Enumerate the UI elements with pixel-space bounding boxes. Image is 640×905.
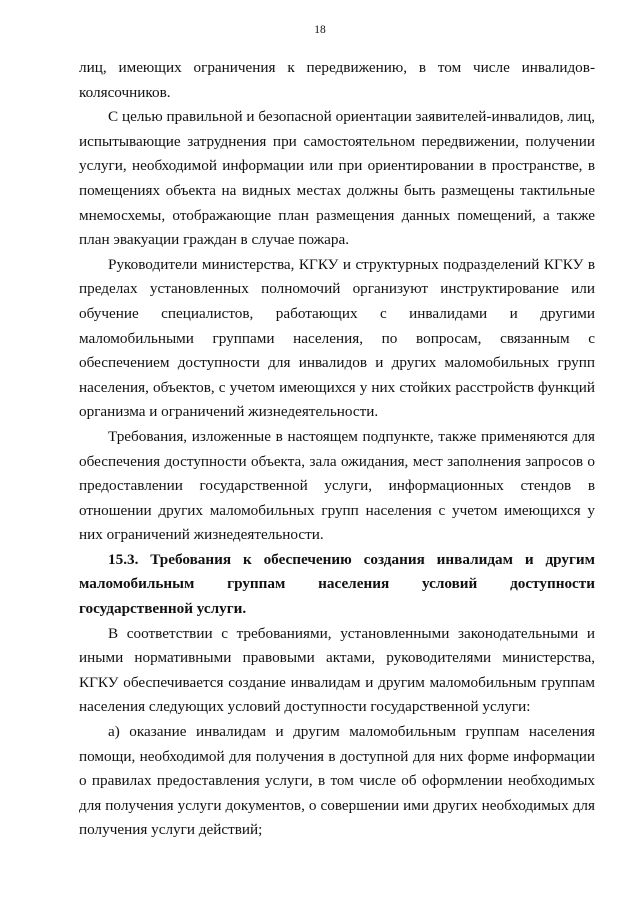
paragraph-tactile-schemes: С целью правильной и безопасной ориентации заявителей-инвалидов, лиц, испытывающие затруднения при самостоятельном передвижении, получении услуги, необходимой информации или при ориентировании в пространстве, в помещениях объекта на видных местах должны быть размещены тактильные мнемосхемы, отображающие план размещения данных помещений, а также план эвакуации граждан в случае пожара. [79,108,595,249]
body-text [79,56,595,843]
paragraph-continuation: лиц, имеющих ограничения к передвижению, в том числе инвалидов-колясочников. [79,59,595,101]
paragraph-requirements-scope: Требования, изложенные в настоящем подпункте, также применяются для обеспечения доступности объекта, зала ожидания, мест заполнения запросов о предоставлении государственной услуги, информационных стендов в отношении других маломобильных групп населения с учетом имеющихся у них ограничений жизнедеятельности. [79,427,595,544]
paragraph-accessibility-conditions: В соответствии с требованиями, установленными законодательными и иными нормативными правовыми актами, руководителями министерства, КГКУ обеспечивается создание инвалидам и другим маломобильным группам населения следующих условий доступности государственной услуги: [79,624,595,716]
section-heading-15-3: 15.3. Требования к обеспечению создания инвалидам и другим маломобильным группам населения условий доступности государственной услуги. [79,550,595,618]
paragraph-staff-training: Руководители министерства, КГКУ и структурных подразделений КГКУ в пределах установленных полномочий организуют инструктирование или обучение специалистов, работающих с инвалидами и другими маломобильными группами населения, по вопросам, связанным с обеспечением доступности для инвалидов и других маломобильных групп населения, объектов, с учетом имеющихся у них стойких расстройств функций организма и ограничений жизнедеятельности. [79,255,595,421]
list-item-a: а) оказание инвалидам и другим маломобильным группам населения помощи, необходимой для получения в доступной для них форме информации о правилах предоставления услуги, в том числе об оформлении необходимых для получения услуги документов, о совершении ими других необходимых для получения услуги действий; [79,723,595,839]
page-number: 18 [314,24,326,36]
